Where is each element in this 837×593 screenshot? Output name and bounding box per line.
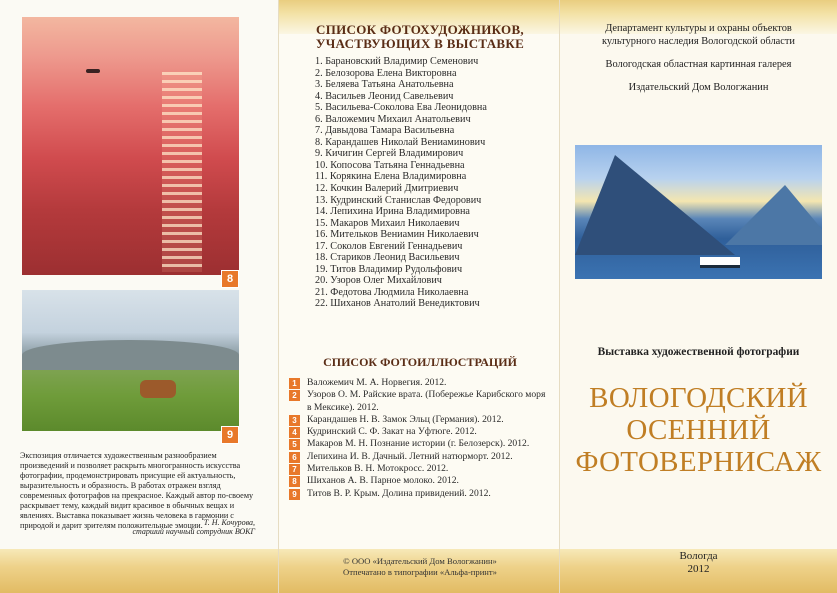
photographers-list (315, 56, 487, 310)
exhibition-description: Экспозиция отличается художественным разнообразием произведений и позволяет раскрыть многогранность искусства фотографии, продемонстрировать присущие ей актуальность, выразительность и образность. В работах отражен взгляд современных фотографов на прекрасное. Каждый автор по-своему раскрывает тему, каждый видит красивое в обычных вещах и явлениях. Выставка показывает жизнь человека в гармонии с природой и дарит зрителям положительные эмоции. (20, 451, 254, 530)
organizer-gallery: Вологодская областная картинная галерея (605, 59, 792, 70)
sunset-photo (22, 17, 239, 275)
exhibition-title (560, 382, 837, 478)
list-item: 8. Карандашев Николай Вениаминович (315, 136, 486, 148)
list-item: 22. Шиханов Анатолий Венедиктович (315, 298, 480, 310)
ship-figure (700, 257, 740, 268)
right-panel (560, 0, 837, 593)
list-item: 17. Соколов Евгений Геннадьевич (315, 240, 463, 252)
sun-reflection (162, 72, 202, 272)
list-item (289, 475, 551, 487)
exhibition-type: Выставка художественной фотографии (597, 346, 800, 358)
illustration-caption: Кудринский С. Ф. Закат на Уфтюге. 2012. (307, 426, 477, 438)
photo-number-badge: 8 (221, 270, 239, 288)
organizer-department: Департамент культуры и охраны объектов культурного наследия Вологодской области (602, 23, 795, 47)
illustration-caption: Макаров М. Н. Познание истории (г. Белозерск). 2012. (307, 438, 530, 450)
list-item (289, 488, 551, 500)
list-item: 15. Макаров Михаил Николаевич (315, 217, 460, 229)
illustrations-list (289, 377, 551, 500)
year: 2012 (687, 563, 710, 575)
boat-silhouette (86, 69, 100, 73)
list-item (289, 463, 551, 475)
illustration-number-badge: 5 (289, 439, 300, 450)
list-item: 10. Копосова Татьяна Геннадьевна (315, 159, 465, 171)
list-item: 16. Мительков Вениамин Николаевич (315, 229, 479, 241)
list-item (289, 426, 551, 438)
list-item (289, 438, 551, 450)
horse-figure (140, 380, 176, 398)
photographers-heading (279, 23, 561, 51)
list-item: 11. Корякина Елена Владимировна (315, 171, 467, 183)
left-panel (0, 0, 278, 593)
illustration-caption: Карандашев Н. В. Замок Эльц (Германия). 2012. (307, 413, 504, 425)
middle-panel (278, 0, 560, 593)
photographers-heading-line: УЧАСТВУЮЩИХ В ВЫСТАВКЕ (315, 36, 525, 51)
meadow-horses-photo (22, 290, 239, 431)
illustration-number-badge: 1 (289, 378, 300, 389)
photo-number-badge: 9 (221, 426, 239, 444)
list-item: 13. Кудринский Станислав Федорович (315, 194, 482, 206)
list-item: 7. Давыдова Тамара Васильевна (315, 125, 455, 137)
mountain-left (575, 155, 735, 255)
fjord-photo (575, 145, 822, 279)
illustration-caption: Узоров О. М. Райские врата. (Побережье Карибского моря в Мексике). 2012. (307, 389, 546, 413)
illustration-caption: Лепихина И. В. Дачный. Летний натюрморт. 2012. (307, 450, 513, 462)
list-item: 2. Белозорова Елена Викторовна (315, 67, 457, 79)
list-item (289, 414, 551, 426)
illustration-number-badge: 9 (289, 489, 300, 500)
illustration-number-badge: 3 (289, 415, 300, 426)
city-name: Вологда (679, 550, 718, 562)
illustration-number-badge: 8 (289, 476, 300, 487)
list-item: 1. Барановский Владимир Семенович (315, 56, 479, 67)
imprint-printer: Отпечатано в типографии «Альфа-принт» (343, 567, 497, 577)
list-item (289, 451, 551, 463)
place-and-year (560, 550, 837, 576)
organizer-publisher: Издательский Дом Вологжанин (628, 82, 769, 93)
list-item: 18. Стариков Леонид Васильевич (315, 252, 460, 264)
illustration-caption: Мительков В. Н. Мотокросс. 2012. (307, 463, 449, 475)
list-item: 6. Валожемич Михаил Анатольевич (315, 113, 471, 125)
list-item: 5. Васильева-Соколова Ева Леонидовна (315, 102, 487, 114)
gold-band-bottom (0, 549, 278, 593)
title-line: ВОЛОГОДСКИЙ (589, 382, 808, 414)
illustration-number-badge: 6 (289, 452, 300, 463)
signature-position: старший научный сотрудник ВОКГ (132, 527, 255, 536)
imprint (279, 556, 561, 578)
imprint-publisher: © ООО «Издательский Дом Вологжанин» (343, 556, 497, 566)
list-item: 21. Федотова Людмила Николаевна (315, 286, 469, 298)
mountain-ridge (22, 340, 239, 370)
illustration-caption: Валожемич М. А. Норвегия. 2012. (307, 377, 447, 388)
list-item: 20. Узоров Олег Михайлович (315, 275, 442, 287)
list-item: 3. Беляева Татьяна Анатольевна (315, 79, 454, 91)
list-item: 9. Кичигин Сергей Владимирович (315, 148, 464, 160)
illustration-caption: Титов В. Р. Крым. Долина привидений. 2012. (307, 487, 491, 499)
list-item: 19. Титов Владимир Рудольфович (315, 263, 463, 275)
mountain-right (725, 185, 822, 245)
list-item (289, 377, 551, 389)
illustrations-heading: СПИСОК ФОТОИЛЛЮСТРАЦИЙ (323, 355, 517, 369)
illustration-number-badge: 4 (289, 427, 300, 438)
list-item (289, 389, 551, 414)
list-item: 12. Кочкин Валерий Дмитриевич (315, 183, 459, 195)
description-signature (110, 518, 255, 536)
illustration-number-badge: 7 (289, 464, 300, 475)
list-item: 14. Лепихина Ирина Владимировна (315, 206, 470, 218)
illustration-number-badge: 2 (289, 390, 300, 401)
photographers-heading-line: СПИСОК ФОТОХУДОЖНИКОВ, (316, 22, 524, 37)
illustration-caption: Шиханов А. В. Парное молоко. 2012. (307, 475, 459, 487)
title-line: ФОТОВЕРНИСАЖ (575, 446, 822, 478)
title-line: ОСЕННИЙ (626, 414, 771, 446)
signature-name: Т. Н. Кочурова, (203, 518, 255, 527)
list-item: 4. Васильев Леонид Савельевич (315, 90, 454, 102)
